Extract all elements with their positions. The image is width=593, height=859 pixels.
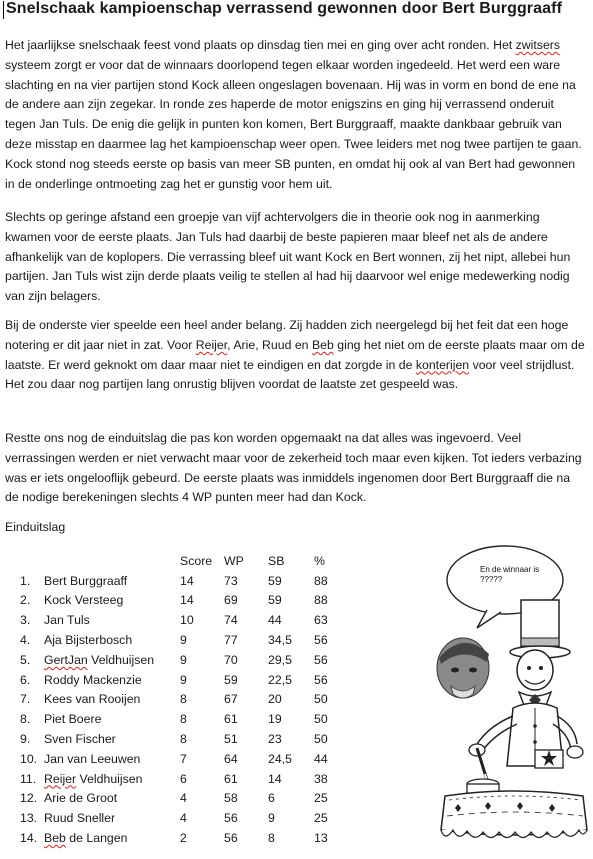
percent-cell: 56 xyxy=(314,633,328,648)
header-percent: % xyxy=(314,553,325,568)
percent-cell: 13 xyxy=(314,831,328,846)
rank-cell: 4. xyxy=(20,633,31,648)
rank-cell: 5. xyxy=(20,652,31,667)
score-cell: 8 xyxy=(180,732,187,747)
score-cell: 10 xyxy=(180,613,194,628)
sb-cell: 22,5 xyxy=(268,672,292,687)
misspelled-word: Beb xyxy=(311,337,334,352)
table-row xyxy=(20,690,344,710)
text-run: Het jaarlijkse snelschaak feest vond plaats op dinsdag tien mei en ging over acht ronden. Het xyxy=(5,38,516,52)
percent-cell: 44 xyxy=(314,751,328,766)
percent-cell: 56 xyxy=(314,652,328,667)
table-row xyxy=(20,670,344,690)
rank-cell: 3. xyxy=(20,613,31,628)
name-cell: Bert Burggraaff xyxy=(44,573,128,588)
sb-cell: 59 xyxy=(268,573,282,588)
percent-cell: 50 xyxy=(314,732,328,747)
rank-cell: 14. xyxy=(20,831,38,846)
rank-cell: 12. xyxy=(20,791,38,806)
sb-cell: 19 xyxy=(268,712,282,727)
wp-cell: 58 xyxy=(224,791,238,806)
sb-cell: 34,5 xyxy=(268,633,292,648)
misspelled-word: zwitsers xyxy=(515,38,561,52)
table-row xyxy=(20,769,344,789)
percent-cell: 50 xyxy=(314,712,328,727)
name-cell: Sven Fischer xyxy=(44,732,116,747)
name-cell: Piet Boere xyxy=(44,712,102,727)
results-table xyxy=(20,551,344,848)
text-run: ging het niet om de eerste plaats maar om de laatste. Er werd geknokt om daar maar niet te eindigen en dat zorgde in de xyxy=(5,337,585,372)
text-run: Restte ons nog de einduitslag die pas kon worden opgemaakt na dat alles was ingevoerd. Veel verrassingen werden er niet verwacht maar voor de zekerheid toch maar even kijken. Tot ieders verbazing was er iets ongelooflijk gebeurd. De eerste plaats was inmiddels ingenomen door Bert Burggraaff die na de nodige berekeningen slechts 4 WP punten meer had dan Kock. xyxy=(5,431,582,505)
text-run: systeem zorgt er voor dat de winnaars doorlopend tegen elkaar worden ingedeeld. Het werd een ware slachting en na vier partijen stond Kock alleen ongeslagen bovenaan. Hij was in vorm en bond de ene na de andere aan zijn zegekar. In ronde zes haperde de motor enigszins en ging hij verrassend onderuit tegen Jan Tuls. De enig die gelijk in punten kon komen, Bert Burggraaff, maakte dankbaar gebruik van deze misstap en daarmee lag het kampioenschap weer open. Twee leiders met nog twee partijen te gaan. Kock stond nog steeds eerste op basis van meer SB punten, en omdat hij ook al van Bert had gewonnen in de onderlinge ontmoeting zag het er gunstig voor hem uit. xyxy=(5,57,582,191)
misspelled-word: konterijen xyxy=(415,357,470,372)
percent-cell: 56 xyxy=(314,672,328,687)
percent-cell: 50 xyxy=(314,692,328,707)
name-cell: Aja Bijsterbosch xyxy=(44,633,133,648)
name-cell: Jan Tuls xyxy=(44,613,90,628)
rank-cell: 8. xyxy=(20,712,31,727)
wp-cell: 73 xyxy=(224,573,238,588)
table-row xyxy=(20,808,344,828)
percent-cell: 88 xyxy=(314,593,328,608)
face-photo xyxy=(437,638,489,698)
table-row xyxy=(20,610,344,630)
score-cell: 9 xyxy=(180,652,187,667)
sb-cell: 59 xyxy=(268,593,282,608)
name-cell: Kock Versteeg xyxy=(44,593,124,608)
sb-cell: 23 xyxy=(268,732,282,747)
wp-cell: 61 xyxy=(224,712,238,727)
score-cell: 14 xyxy=(180,573,194,588)
score-cell: 14 xyxy=(180,593,194,608)
sb-cell: 9 xyxy=(268,811,275,826)
wp-cell: 64 xyxy=(224,751,238,766)
wp-cell: 56 xyxy=(224,831,238,846)
header-wp: WP xyxy=(224,553,244,568)
name-cell: Kees van Rooijen xyxy=(44,692,141,707)
percent-cell: 63 xyxy=(314,613,328,628)
wp-cell: 51 xyxy=(224,732,238,747)
misspelled-word: Reijer xyxy=(195,337,228,352)
score-cell: 9 xyxy=(180,633,187,648)
text-run: Bij de onderste vier speelde een heel ander belang. Zij hadden zich neergelegd bij het feit dat een hoge notering er dit jaar niet in zat. Voor xyxy=(5,318,569,352)
header-sb: SB xyxy=(268,553,285,568)
percent-cell: 25 xyxy=(314,791,328,806)
wp-cell: 56 xyxy=(224,811,238,826)
rank-cell: 1. xyxy=(20,573,31,588)
percent-cell: 88 xyxy=(314,573,328,588)
wp-cell: 70 xyxy=(224,652,238,667)
speech-bubble-text: En de winnaar is ????? xyxy=(480,565,540,584)
score-cell: 4 xyxy=(180,811,187,826)
article-title: Snelschaak kampioenschap verrassend gewonnen door Bert Burggraaff xyxy=(6,0,562,17)
table-row xyxy=(20,630,344,650)
table-row xyxy=(20,789,344,809)
text-run: voor veel strijdlust. Het zou daar nog partijen lang onrustig blijven voordat de laatste zet gespeeld was. xyxy=(5,357,575,392)
rank-cell: 9. xyxy=(20,732,31,747)
rank-cell: 2. xyxy=(20,593,31,608)
name-cell: Reijer Veldhuijsen xyxy=(44,771,143,786)
wp-cell: 59 xyxy=(224,672,238,687)
name-cell: GertJan Veldhuijsen xyxy=(44,652,155,667)
table-row xyxy=(20,591,344,611)
wp-cell: 67 xyxy=(224,692,238,707)
rank-cell: 10. xyxy=(20,751,38,766)
paragraph-3 xyxy=(5,316,587,395)
score-cell: 4 xyxy=(180,791,187,806)
sb-cell: 14 xyxy=(268,771,282,786)
rank-cell: 13. xyxy=(20,811,38,826)
text-run: Slechts op geringe afstand een groepje van vijf achtervolgers die in theorie ook nog in aanmerking kwamen voor de eerste plaats. Jan Tuls had daarbij de beste papieren maar bleef net als de andere afhankelijk van de koplopers. Die verrassing bleef uit want Kock en Bert wonnen, zij het nipt, allebei hun partijen. Jan Tuls wist zijn derde plaats veilig te stellen al had hij daarvoor wel enige medewerking nodig van zijn belagers. xyxy=(5,210,571,304)
score-cell: 9 xyxy=(180,672,187,687)
header-score: Score xyxy=(180,553,213,568)
score-cell: 7 xyxy=(180,751,187,766)
rank-cell: 11. xyxy=(20,771,37,786)
wp-cell: 74 xyxy=(224,613,238,628)
name-cell: Jan van Leeuwen xyxy=(44,751,141,766)
table-row xyxy=(20,828,344,848)
name-cell: Ruud Sneller xyxy=(44,811,116,826)
table-row xyxy=(20,709,344,729)
sb-cell: 8 xyxy=(268,831,275,846)
sb-cell: 6 xyxy=(268,791,275,806)
paragraph-1 xyxy=(5,36,587,194)
sb-cell: 44 xyxy=(268,613,282,628)
results-body xyxy=(20,571,344,848)
wp-cell: 61 xyxy=(224,771,238,786)
wp-cell: 69 xyxy=(224,593,238,608)
sb-cell: 20 xyxy=(268,692,282,707)
rank-cell: 6. xyxy=(20,672,31,687)
wp-cell: 77 xyxy=(224,633,238,648)
paragraph-2 xyxy=(5,208,587,307)
table-row xyxy=(20,571,344,591)
score-cell: 2 xyxy=(180,831,187,846)
name-cell: Arie de Groot xyxy=(44,791,118,806)
score-cell: 8 xyxy=(180,712,187,727)
score-cell: 8 xyxy=(180,692,187,707)
name-cell: Roddy Mackenzie xyxy=(44,672,142,687)
percent-cell: 25 xyxy=(314,811,328,826)
percent-cell: 38 xyxy=(314,771,328,786)
table-row xyxy=(20,729,344,749)
sb-cell: 29,5 xyxy=(268,652,292,667)
score-cell: 6 xyxy=(180,771,187,786)
results-label: Einduitslag xyxy=(5,520,66,534)
paragraph-4 xyxy=(5,429,587,508)
table-row xyxy=(20,650,344,670)
rank-cell: 7. xyxy=(20,692,31,707)
table-row xyxy=(20,749,344,769)
text-run: , Arie, Ruud en xyxy=(227,337,312,352)
name-cell: Beb de Langen xyxy=(44,831,128,846)
sb-cell: 24,5 xyxy=(268,751,292,766)
results-header-row xyxy=(20,551,344,571)
